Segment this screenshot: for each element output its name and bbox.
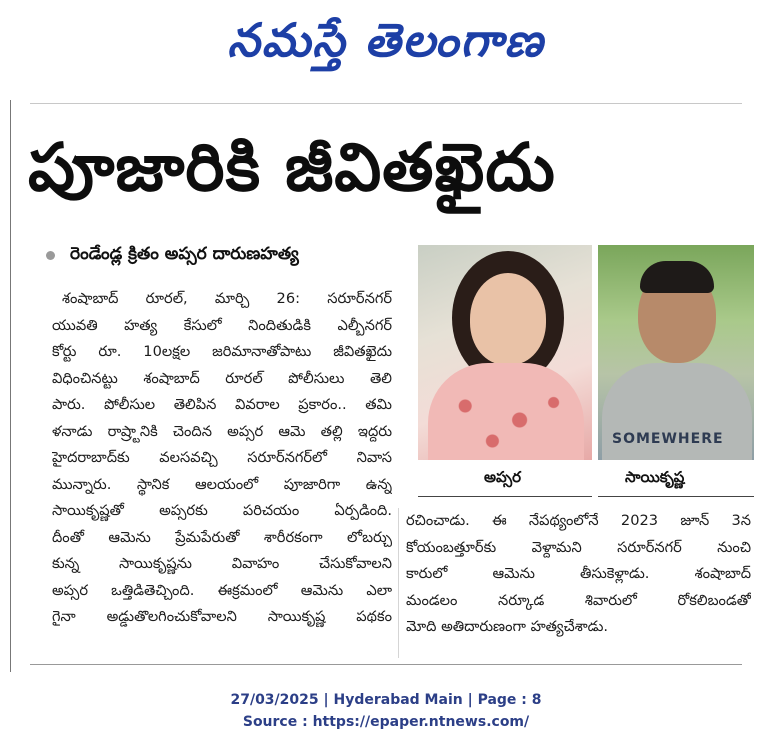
photo-caption-apsara: అప్సర: [484, 468, 521, 486]
body-line: రచించాడు. ఈ నేపథ్యంలోనే 2023 జూన్ 3న: [406, 512, 751, 529]
headline: పూజారికి జీవితఖైదు: [28, 129, 556, 206]
body-line: విధించినట్టు శంషాబాద్ రూరల్ పోలీసులు తెలి: [52, 369, 392, 387]
body-line: కున్న సాయికృష్ణను వివాహం చేసుకోవాలని: [52, 555, 392, 572]
hair-shape: [640, 261, 714, 293]
photo-saikrishna: [598, 245, 754, 460]
photo-caption-saikrishna: సాయికృష్ణ: [625, 468, 685, 486]
face-shape: [470, 273, 546, 365]
clip-top-rule: [30, 103, 742, 104]
bullet-icon: [46, 251, 55, 260]
subheadline: [44, 244, 394, 268]
footer: [0, 689, 772, 733]
floral-pattern: [438, 385, 574, 455]
article-body-right: [406, 508, 751, 641]
body-line: మున్నారు. స్థానిక ఆలయంలో పూజారిగా ఉన్న: [52, 475, 392, 493]
body-line: పారు. పోలీసుల తెలిపిన వివరాల ప్రకారం.. తమి: [52, 396, 392, 413]
photo-apsara: [418, 245, 592, 460]
footer-source: Source : https://epaper.ntnews.com/: [242, 714, 530, 730]
body-line: మండలం నర్కూడ శివారులో రోకలిబండతో: [406, 591, 751, 609]
masthead-logo: నమస్తే తెలంగాణ: [227, 13, 545, 67]
clip-bottom-rule: [30, 664, 742, 665]
body-line: మోది అతిదారుణంగా హత్యచేశాడు.: [406, 618, 609, 635]
shirt-print: SOMEWHERE: [612, 431, 724, 447]
caption-underline: [598, 496, 754, 497]
footer-date-edition: 27/03/2025 | Hyderabad Main | Page : 8: [230, 692, 542, 708]
body-line: కారులో ఆమెను తీసుకెళ్లాడు. శంషాబాద్: [406, 565, 751, 582]
subheadline-text: రెండేండ్ల క్రితం అప్సర దారుణహత్య: [70, 244, 299, 264]
clip-left-border: [10, 100, 11, 672]
body-line: గైనా అడ్డుతొలగించుకోవాలని సాయికృష్ణ పథకం: [52, 608, 392, 625]
body-line: కోర్టు రూ. 10లక్షల జరిమానాతోపాటు జీవితఖైదు: [52, 343, 392, 360]
body-line: సాయికృష్ణతో అప్సరకు పరిచయం ఏర్పడింది.: [52, 502, 392, 519]
column-divider: [398, 508, 399, 658]
article-body-left: [52, 286, 392, 631]
body-line: శంషాబాద్ రూరల్, మార్చి 26: సరూర్‌నగర్: [62, 290, 392, 307]
caption-underline: [418, 496, 592, 497]
body-line: యువతి హత్య కేసులో నిందితుడికి ఎల్బీనగర్: [52, 316, 392, 334]
body-line: దీంతో ఆమెను ప్రేమపేరుతో శారీరకంగా లోబర్చు: [52, 528, 392, 546]
body-line: అప్సర ఒత్తిడితెచ్చింది. ఈక్రమంలో ఆమెను ఎలా: [52, 581, 392, 599]
body-line: హైదరాబాద్‌కు వలసవచ్చి సరూర్‌నగర్‌లో నివాస: [52, 449, 392, 466]
body-line: కోయంబత్తూర్‌కు వెళ్దామని సరూర్‌నగర్ నుంచి: [406, 538, 751, 556]
body-line: ళనాడు రాష్ర్టానికి చెందిన అప్సర ఆమె తల్లి ఇద్దరు: [52, 422, 392, 440]
